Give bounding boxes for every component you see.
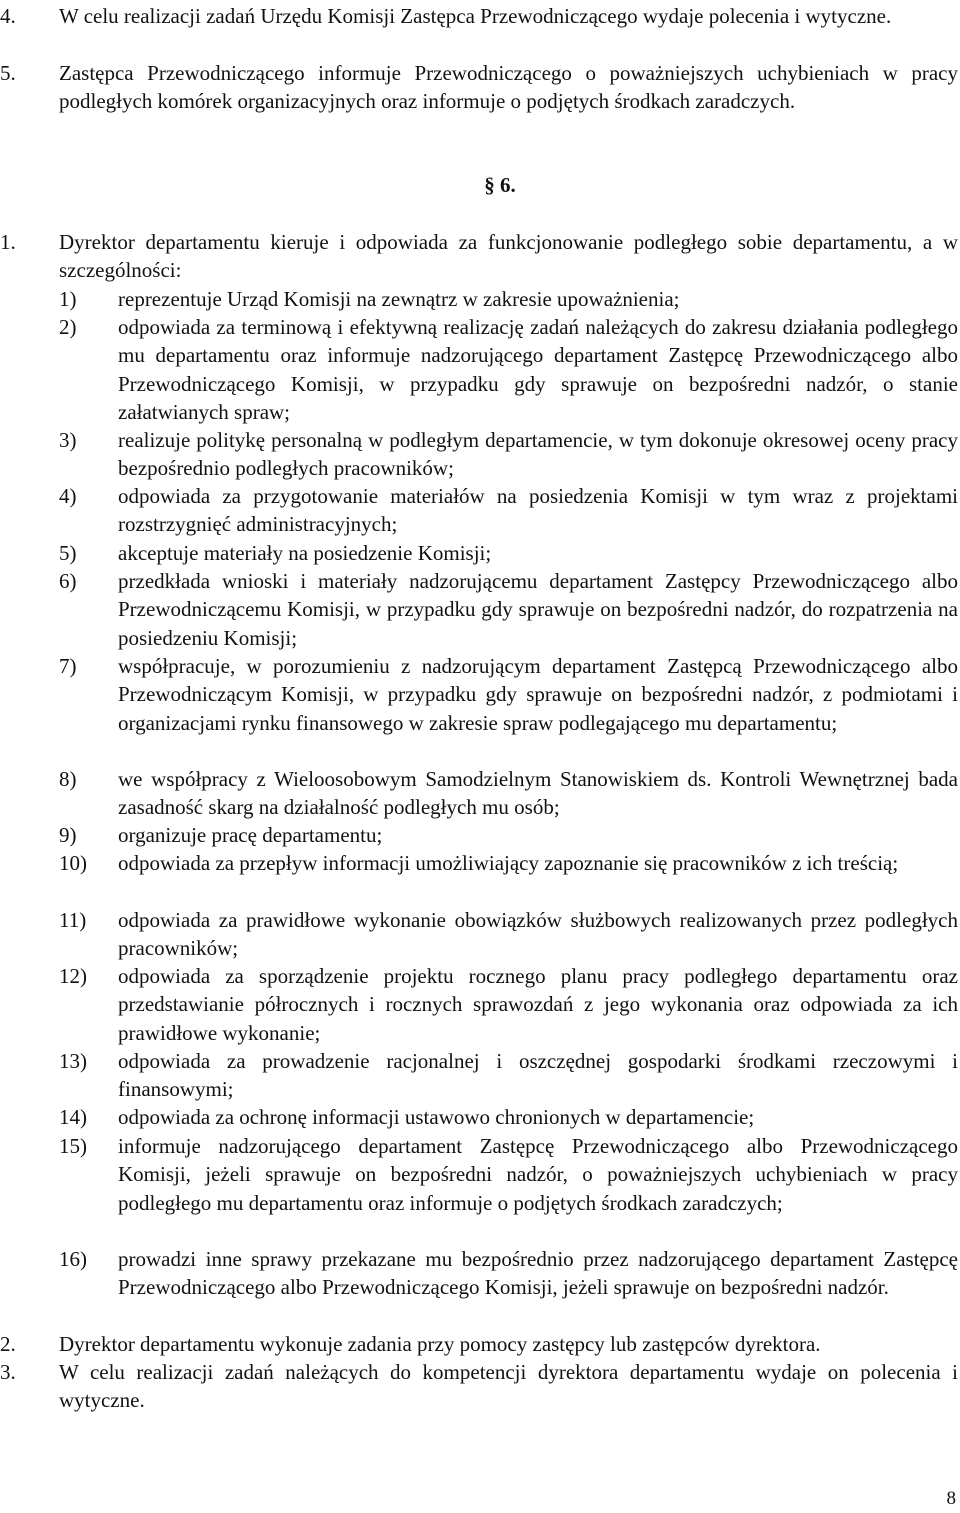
list-item-text: odpowiada za prawidłowe wykonanie obowiązków służbowych realizowanych przez podległych pracowników;: [118, 908, 958, 961]
list-item-number: 12): [59, 964, 87, 988]
list-item-number: 11): [59, 908, 87, 932]
list-item: [59, 285, 958, 313]
list-item: [59, 1245, 958, 1302]
list-item: [59, 652, 958, 737]
list-item-text: reprezentuje Urząd Komisji na zewnątrz w zakresie upoważnienia;: [118, 287, 680, 311]
section-symbol: §: [484, 173, 495, 197]
list-item-text: we współpracy z Wieloosobowym Samodzielnym Stanowiskiem ds. Kontroli Wewnętrznej bada zasadność skarg na działalność podległych mu osób;: [118, 767, 958, 820]
list-item-number: 13): [59, 1049, 87, 1073]
paragraph-text: Zastępca Przewodniczącego informuje Przewodniczącego o poważniejszych uchybieniach w pracy podległych komórek organizacyjnych oraz informuje o podjętych środkach zaradczych.: [59, 61, 958, 114]
paragraph-2: [0, 1330, 958, 1358]
list-item: [59, 567, 958, 652]
list-item-number: 6): [59, 569, 77, 593]
list-item: [59, 849, 958, 877]
list-item-text: przedkłada wnioski i materiały nadzorującemu departament Zastępcy Przewodniczącego albo Przewodniczącemu Komisji, w przypadku gdy sprawuje on bezpośredni nadzór, do rozpatrzenia na posiedzeniu Komisji;: [118, 569, 958, 650]
list-item-text: odpowiada za terminową i efektywną realizację zadań należących do zakresu działania podległego mu departamentu oraz informuje nadzorującego departament Zastępcę Przewodniczącego albo Przewodniczącego Komisji, w przypadku gdy sprawuje on bezpośredni nadzór, o stanie załatwianych spraw;: [118, 315, 958, 424]
list-item-number: 9): [59, 823, 77, 847]
paragraph-5: [0, 59, 958, 116]
list-item: [59, 539, 958, 567]
list-item-number: 4): [59, 484, 77, 508]
list-item-number: 7): [59, 654, 77, 678]
list-item-text: odpowiada za ochronę informacji ustawowo chronionych w departamencie;: [118, 1105, 755, 1129]
list-item-text: informuje nadzorującego departament Zastępcę Przewodniczącego albo Przewodniczącego Komisji, jeżeli sprawuje on bezpośredni nadzór, o poważniejszych uchybieniach w pracy podległego mu departamentu oraz informuje o podjętych środkach zaradczych;: [118, 1134, 958, 1215]
list-item: [59, 1047, 958, 1104]
list-item-text: odpowiada za sporządzenie projektu rocznego planu pracy podległego departamentu oraz przedstawianie półrocznych i rocznych sprawozdań z jego wykonania oraz odpowiada za ich prawidłowe wykonanie;: [118, 964, 958, 1045]
list-item-text: współpracuje, w porozumieniu z nadzorującym departament Zastępcą Przewodniczącego albo Przewodniczącym Komisji, w przypadku gdy sprawuje on bezpośredni nadzór, z podmiotami i organizacjami rynku finansowego w zakresie spraw podlegającego mu departamentu;: [118, 654, 958, 735]
list-item-number: 10): [59, 851, 87, 875]
list-item-number: 15): [59, 1134, 87, 1158]
list-item-number: 16): [59, 1247, 87, 1271]
list-item-text: akceptuje materiały na posiedzenie Komisji;: [118, 541, 492, 565]
list-item-text: realizuje politykę personalną w podległym departamencie, w tym dokonuje okresowej oceny pracy bezpośrednio podległych pracowników;: [118, 428, 958, 481]
paragraph-text: W celu realizacji zadań należących do kompetencji dyrektora departamentu wydaje on polecenia i wytyczne.: [59, 1360, 958, 1413]
paragraph-number: 1.: [0, 230, 16, 254]
list-item: [59, 426, 958, 483]
list-item: [59, 765, 958, 822]
list-item-text: organizuje pracę departamentu;: [118, 823, 383, 847]
list-item: [59, 962, 958, 1047]
list-item: [59, 1103, 958, 1131]
paragraph-number: 4.: [0, 4, 16, 28]
section-number: 6.: [500, 173, 516, 197]
paragraph-number: 3.: [0, 1360, 16, 1384]
paragraph-text: W celu realizacji zadań Urzędu Komisji Zastępca Przewodniczącego wydaje polecenia i wytyczne.: [59, 4, 892, 28]
list-item-text: prowadzi inne sprawy przekazane mu bezpośrednio przez nadzorującego departament Zastępcę Przewodniczącego albo Przewodniczącego Komisji, jeżeli sprawuje on bezpośredni nadzór.: [118, 1247, 958, 1300]
list-item-number: 5): [59, 541, 77, 565]
list-item: [59, 1132, 958, 1217]
list-item: [59, 906, 958, 963]
list-item-number: 14): [59, 1105, 87, 1129]
paragraph-number: 2.: [0, 1332, 16, 1356]
list-item-number: 8): [59, 767, 77, 791]
list-item-text: odpowiada za prowadzenie racjonalnej i oszczędnej gospodarki środkami rzeczowymi i finansowymi;: [118, 1049, 958, 1102]
list-item-number: 1): [59, 287, 77, 311]
list-item-number: 3): [59, 428, 77, 452]
list-item: [59, 821, 958, 849]
list-item-text: odpowiada za przygotowanie materiałów na posiedzenia Komisji w tym wraz z projektami rozstrzygnięć administracyjnych;: [118, 484, 958, 537]
list-item-text: odpowiada za przepływ informacji umożliwiający zapoznanie się pracowników z ich treścią;: [118, 851, 899, 875]
page-number: 8: [946, 1488, 956, 1509]
paragraph-text: Dyrektor departamentu wykonuje zadania przy pomocy zastępcy lub zastępców dyrektora.: [59, 1332, 821, 1356]
list-item: [59, 482, 958, 539]
paragraph-intro: Dyrektor departamentu kieruje i odpowiada za funkcjonowanie podległego sobie departamentu, a w szczególności:: [59, 230, 958, 283]
list-item: [59, 313, 958, 426]
section-heading: [0, 171, 958, 199]
list-item-number: 2): [59, 315, 77, 339]
paragraph-1: [0, 228, 958, 285]
paragraph-4: [0, 2, 958, 30]
paragraph-3: [0, 1358, 958, 1415]
paragraph-number: 5.: [0, 61, 16, 85]
